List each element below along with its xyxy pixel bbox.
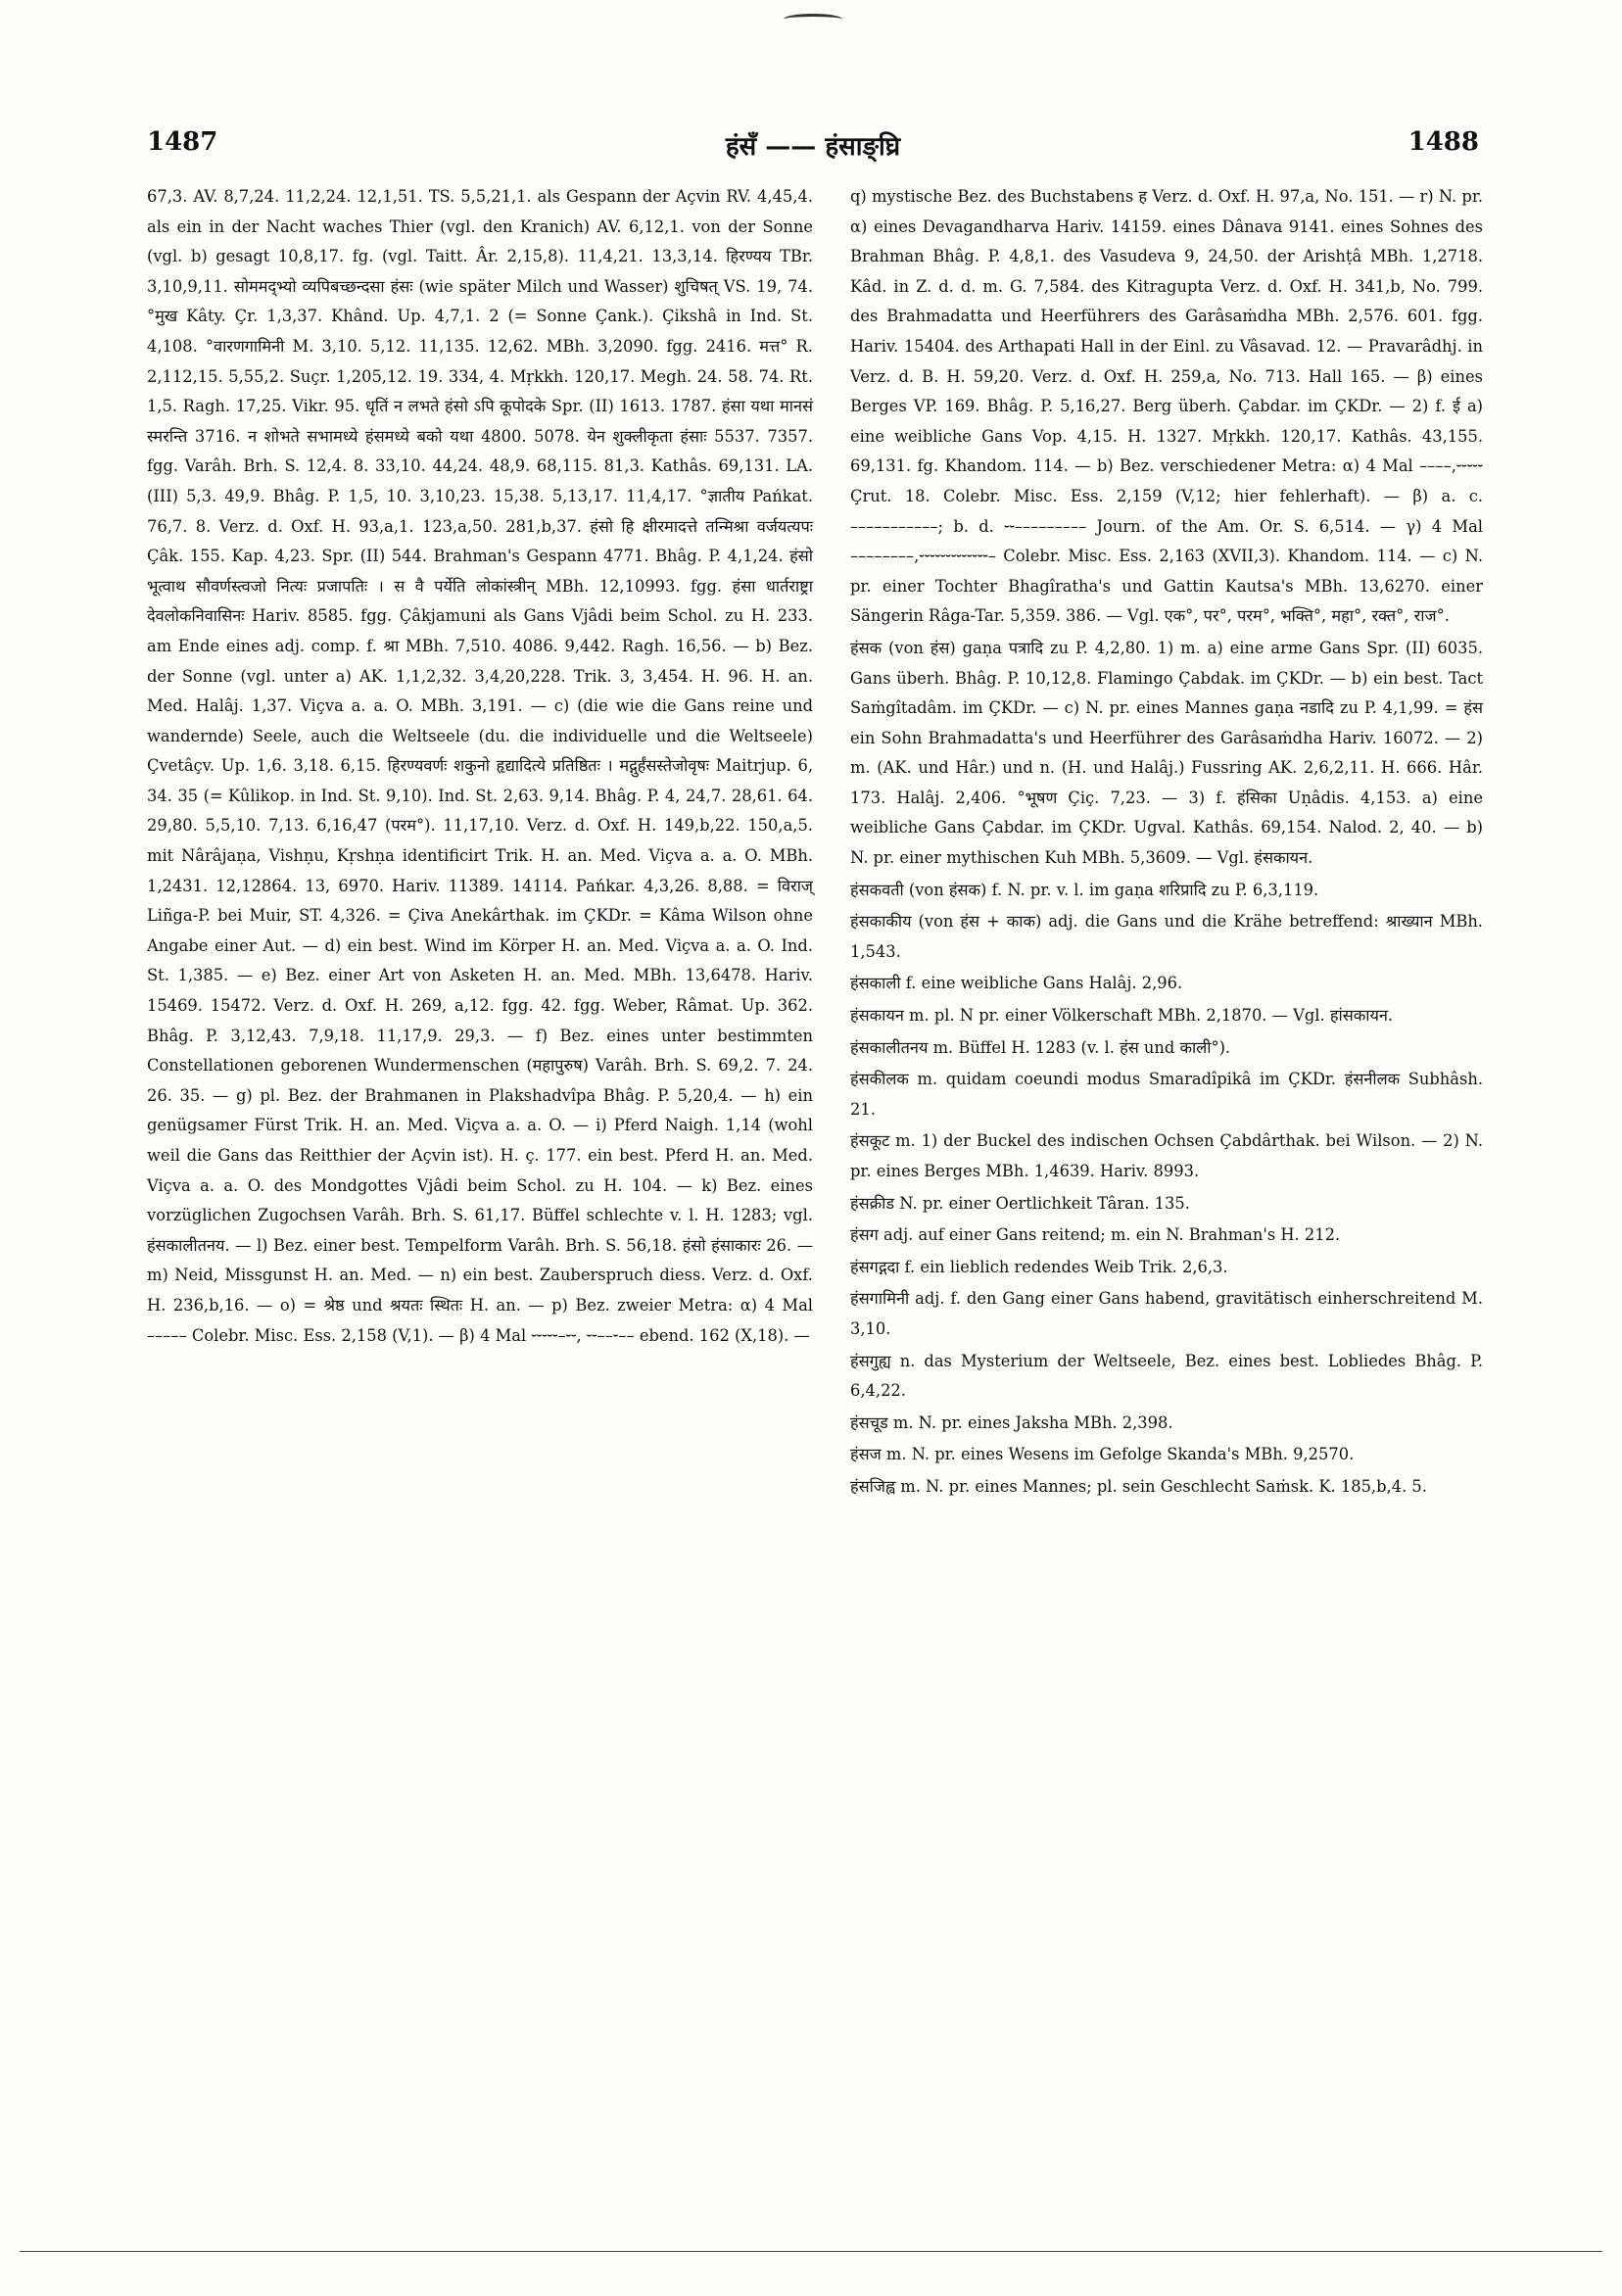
- entry-paragraph: हंसगामिनी adj. f. den Gang einer Gans habend, gravitätisch einherschreitend M. 3,10.: [850, 1289, 1483, 1338]
- page-number-left: 1487: [147, 127, 218, 157]
- entry-paragraph: हंसग adj. auf einer Gans reitend; m. ein N. Brahman's H. 212.: [850, 1225, 1341, 1245]
- entry-paragraph: हंसक (von हंस) gaṇa पत्रादि zu P. 4,2,80. 1) m. a) eine arme Gans Spr. (II) 6035. Gans überh. Bhâg. P. 10,12,8. Flamingo Çabdak. im ÇKDr. — b) ein best. Tact Saṁgîtadâm. im ÇKDr. — c) N. pr. eines Mannes gaṇa नडादि zu P. 4,1,99. = हंस ein Sohn Brahmadatta's und Heerführer des Garâsaṁdha Hariv. 16072. — 2) m. (AK. und Hâr.) und n. (H. und Halâj.) Fussring AK. 2,6,2,11. H. 666. Hâr. 173. Halâj. 2,406. °भूषण Çiç. 7,23. — 3) f. हंसिका Uṇâdis. 4,153. a) eine weibliche Gans Çabdar. im ÇKDr. Ugval. Kathâs. 69,154. Nalod. 2, 40. — b) N. pr. einer mythischen Kuh MBh. 5,3609. — Vgl. हंसकायन.: [850, 638, 1483, 868]
- entry-paragraph: हंसकालीतनय m. Büffel H. 1283 (v. l. हंस und काली°).: [850, 1037, 1231, 1057]
- entry-paragraph: हंसकूट m. 1) der Buckel des indischen Ochsen Çabdârthak. bei Wilson. — 2) N. pr. eines Berges MBh. 1,4639. Hariv. 8993.: [850, 1131, 1483, 1180]
- bottom-rule: [20, 2251, 1602, 2252]
- page-number-right: 1488: [1407, 127, 1479, 157]
- entry-paragraph: हंसज m. N. pr. eines Wesens im Gefolge Skanda's MBh. 9,2570.: [850, 1445, 1355, 1464]
- entry-paragraph: हंसजिह्व m. N. pr. eines Mannes; pl. sein Geschlecht Saṁsk. K. 185,b,4. 5.: [850, 1476, 1427, 1496]
- entry-paragraph: हंसकायन m. pl. N pr. einer Völkerschaft MBh. 2,1870. — Vgl. हांसकायन.: [850, 1006, 1394, 1026]
- right-column: [850, 182, 1483, 1503]
- entry-paragraph: हंसकाली f. eine weibliche Gans Halâj. 2,96.: [850, 974, 1183, 993]
- entry-paragraph: हंसचूड m. N. pr. eines Jaksha MBh. 2,398.: [850, 1412, 1173, 1432]
- top-ornament-mark: [784, 14, 842, 24]
- entry-paragraph: हंसकाकीय (von हंस + काक) adj. die Gans und die Krähe betreffend: श्राख्यान MBh. 1,543.: [850, 912, 1483, 961]
- page-header: [147, 127, 1479, 167]
- entry-paragraph: 67,3. AV. 8,7,24. 11,2,24. 12,1,51. TS. 5,5,21,1. als Gespann der Açvin RV. 4,45,4. als ein in der Nacht waches Thier (vgl. den Kranich) AV. 6,12,1. von der Sonne (vgl. b) gesagt 10,8,17. fg. (vgl. Taitt. Âr. 2,15,8). 11,4,21. 13,3,14. हिरण्यय TBr. 3,10,9,11. सोममद्भ्यो व्यपिबच्छन्दसा हंसः (wie später Milch und Wasser) शुचिषत् VS. 19, 74. °मुख Kâty. Çr. 1,3,37. Khând. Up. 4,7,1. 2 (= Sonne Çank.). Çikshâ in Ind. St. 4,108. °वारणगामिनी M. 3,10. 5,12. 11,135. 12,62. MBh. 3,2090. fgg. 2416. मत्त° R. 2,112,15. 5,55,2. Suçr. 1,205,12. 19. 334, 4. Mṛkkh. 120,17. Megh. 24. 58. 74. Rt. 1,5. Ragh. 17,25. Vikr. 95. धृतिं न लभते हंसो ऽपि कूपोदके Spr. (II) 1613. 1787. हंसा यथा मानसं स्मरन्ति 3716. न शोभते सभामध्ये हंसमध्ये बको यथा 4800. 5078. येन शुक्लीकृता हंसाः 5537. 7357. fgg. Varâh. Brh. S. 12,4. 8. 33,10. 44,24. 48,9. 68,115. 81,3. Kathâs. 69,131. LA. (III) 5,3. 49,9. Bhâg. P. 1,5, 10. 3,10,23. 15,38. 5,13,17. 11,4,17. °ज्ञातीय Pańkat. 76,7. 8. Verz. d. Oxf. H. 93,a,1. 123,a,50. 281,b,37. हंसो हि क्षीरमादत्ते तन्मिश्रा वर्जयत्यपः Çâk. 155. Kap. 4,23. Spr. (II) 544. Brahman's Gespann 4771. Bhâg. P. 4,1,24. हंसो भूत्वाथ सौवर्णस्त्वजो नित्यः प्रजापतिः । स वै पर्येति लोकांस्त्रीन् MBh. 12,10993. fgg. हंसा धार्तराष्ट्रा देवलोकनिवासिनः Hariv. 8585. fgg. Çâkjamuni als Gans Vjâdi beim Schol. zu H. 233. am Ende eines adj. comp. f. श्रा MBh. 7,510. 4086. 9,442. Ragh. 16,56. — b) Bez. der Sonne (vgl. unter a) AK. 1,1,2,32. 3,4,20,228. Trik. 3, 3,454. H. 96. H. an. Med. Halâj. 1,37. Viçva a. a. O. MBh. 3,191. — c) (die wie die Gans reine und wandernde) Seele, auch die Weltseele (du. die individuelle und die Weltseele) Çvetâçv. Up. 1,6. 3,18. 6,15. हिरण्यवर्णः शकुनो हृद्यादित्ये प्रतिष्ठितः । मद्गुर्हंसस्तेजोवृषः Maitrjup. 6, 34. 35 (= Kûlikop. in Ind. St. 9,10). Ind. St. 2,63. 9,14. Bhâg. P. 4, 24,7. 28,61. 64. 29,80. 5,5,10. 7,13. 6,16,47 (परम°). 11,17,10. Verz. d. Oxf. H. 149,b,22. 150,a,5. mit Nârâjaṇa, Vishṇu, Kṛshṇa identificirt Trik. H. an. Med. Viçva a. a. O. MBh. 1,2431. 12,12864. 13, 6970. Hariv. 11389. 14114. Pańkar. 4,3,26. 8,88. = विराज् Liñga-P. bei Muir, ST. 4,326. = Çiva Anekârthak. im ÇKDr. = Kâma Wilson ohne Angabe einer Aut. — d) ein best. Wind im Körper H. an. Med. Viçva a. a. O. Ind. St. 1,385. — e) Bez. einer Art von Asketen H. an. Med. MBh. 13,6478. Hariv. 15469. 15472. Verz. d. Oxf. H. 269, a,12. fgg. 42. fgg. Weber, Râmat. Up. 362. Bhâg. P. 3,12,43. 7,9,18. 11,17,9. 29,3. — f) Bez. eines unter bestimmten Constellationen geborenen Wundermenschen (महापुरुष) Varâh. Brh. S. 69,2. 7. 24. 26. 35. — g) pl. Bez. der Brahmanen in Plakshadvîpa Bhâg. P. 5,20,4. — h) ein genügsamer Fürst Trik. H. an. Med. Viçva a. a. O. — i) Pferd Naigh. 1,14 (wohl weil die Gans das Reitthier der Açvin ist). H. ç. 177. ein best. Pferd H. an. Med. Viçva a. a. O. des Mondgottes Vjâdi beim Schol. zu H. 104. — k) Bez. eines vorzüglichen Zugochsen Varâh. Brh. S. 61,17. Büffel schlechte v. l. H. 1283; vgl. हंसकालीतनय. — l) Bez. einer best. Tempelform Varâh. Brh. S. 56,18. हंसो हंसाकारः 26. — m) Neid, Missgunst H. an. Med. — n) ein best. Zauberspruch diess. Verz. d. Oxf. H. 236,b,16. — o) = श्रेष्ठ und श्रयतः स्थितः H. an. — p) Bez. zweier Metra: α) 4 Mal ––––– Colebr. Misc. Ess. 2,158 (V,1). — β) 4 Mal ⏑⏑⏑⏑⏑–⏑⏑, ⏑⏑––⏑–– ebend. 162 (X,18). —: [147, 187, 813, 1345]
- entry-paragraph: हंसकीलक m. quidam coeundi modus Smaradîpikâ im ÇKDr. हंसनीलक Subhâsh. 21.: [850, 1070, 1483, 1119]
- entry-paragraph: हंसकवती (von हंसक) f. N. pr. v. l. im gaṇa शरिप्रादि zu P. 6,3,119.: [850, 880, 1319, 899]
- left-column: [147, 182, 813, 1351]
- entry-paragraph: q) mystische Bez. des Buchstabens ह Verz. d. Oxf. H. 97,a, No. 151. — r) N. pr. α) eines Devagandharva Hariv. 14159. eines Dânava 9141. eines Sohnes des Brahman Bhâg. P. 4,8,1. des Vasudeva 9, 24,50. der Arishṭâ MBh. 1,2718. Kâd. in Z. d. d. m. G. 7,584. des Kitragupta Verz. d. Oxf. H. 341,b, No. 799. des Brahmadatta und Heerführers des Garâsaṁdha MBh. 2,576. 601. fgg. Hariv. 15404. des Arthapati Hall in der Einl. zu Vâsavad. 12. — Pravarâdhj. in Verz. d. B. H. 59,20. Verz. d. Oxf. H. 259,a, No. 713. Hall 165. — β) eines Berges VP. 169. Bhâg. P. 5,16,27. Berg überh. Çabdar. im ÇKDr. — 2) f. ई a) eine weibliche Gans Vop. 4,15. H. 1327. Mṛkkh. 120,17. Kathâs. 43,155. 69,131. fg. Khandom. 114. — b) Bez. verschiedener Metra: α) 4 Mal ––––,⏑⏑⏑⏑⏑ Çrut. 18. Colebr. Misc. Ess. 2,159 (V,12; hier fehlerhaft). — β) a. c. –––––––––––; b. d. ⏑⏑––––––––– Journ. of the Am. Or. S. 6,514. — γ) 4 Mal ––––––––,⏑⏑⏑⏑⏑⏑⏑⏑⏑⏑⏑⏑⏑– Colebr. Misc. Ess. 2,163 (XVII,3). Khandom. 114. — c) N. pr. einer Tochter Bhagîratha's und Gattin Kautsa's MBh. 13,6270. einer Sängerin Râga-Tar. 5,359. 386. — Vgl. एक°, पर°, परम°, भक्ति°, महा°, रक्त°, राज°.: [850, 187, 1483, 626]
- entry-paragraph: हंसगद्गदा f. ein lieblich redendes Weib Trik. 2,6,3.: [850, 1257, 1228, 1276]
- entry-paragraph: हंसक्रीड N. pr. einer Oertlichkeit Târan. 135.: [850, 1193, 1190, 1213]
- entry-paragraph: हंसगुह्य n. das Mysterium der Weltseele, Bez. eines best. Lobliedes Bhâg. P. 6,4,22.: [850, 1351, 1483, 1401]
- running-title: हंसँ —— हंसाङ्घ्रि: [725, 132, 901, 162]
